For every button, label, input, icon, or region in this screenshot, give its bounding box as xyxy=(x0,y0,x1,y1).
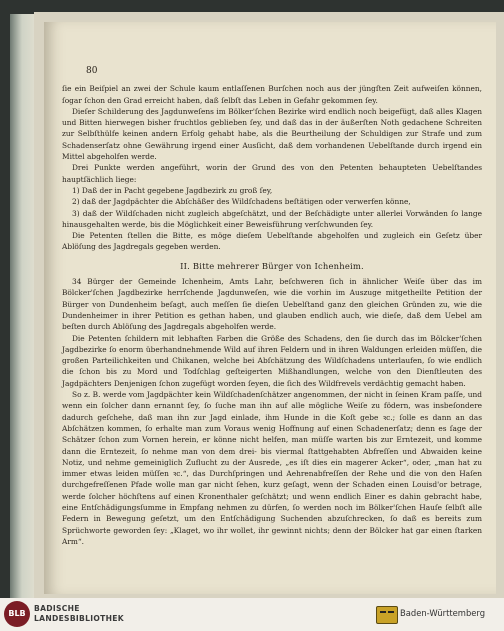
paragraph: ſie ein Beiſpiel an zwei der Schule kaum entlaſſenen Burſchen noch aus der jüngſten Zeit aufweiſen können, ſogar ſchon den Grad erreicht haben, daß ſelbſt das Leben in Gefahr gekommen ſey. xyxy=(62,84,482,105)
paragraph: Drei Punkte werden angeführt, worin der Grund des von den Petenten behaupteten Uebelſtandes hauptſächlich liege: xyxy=(62,163,482,184)
paragraph: Dieſer Schilderung des Jagdunweſens im Bölker'ſchen Bezirke wird endlich noch beigefügt, daß alles Klagen und Bitten hierwegen bisher fruchtlos geblieben ſey, und daß das in der äußerſten Noth gedachene Schreiten zur Selbſthülfe keinen andern Erfolg gehabt habe, als die Beurtheilung der Schuldigen zur Strafe und zum Schadenserſatz ohne Gewährung irgend einer Ausſicht, daß dem vorhandenen Uebelſtande durch irgend ein Mittel abgeholfen werde. xyxy=(62,106,482,162)
blb-logo[interactable]: BLB xyxy=(4,601,30,627)
coat-of-arms-icon xyxy=(376,606,398,624)
paragraph: 34 Bürger der Gemeinde Ichenheim, Amts Lahr, beſchweren ſich in ähnlicher Weiſe über das im Bölcker'ſchen Jagdbezirke herrſchende Jagdunweſen, wie die vorhin im Auszuge mitgetheilte Petition der Bürger von Dundenheim beſagt, auch meſſen ſie dieſen Uebelſtand ganz den gleichen Gründen zu, wie die Dundenheimer in ihrer Petition es gethan haben, und glauben endlich auch, wie dieſe, daß dem Uebel am beſten durch Ablöſung des Jagdregals abgeholfen werde. xyxy=(62,277,482,332)
paragraph: So z. B. werde vom Jagdpächter kein Wildſchadenſchätzer angenommen, der nicht in ſeinen Kram paſſe, und wenn ein ſolcher dann ernannt ſey, ſo ſuche man ihn auf alle mögliche Weiſe zu födern, was insbeſondere dadurch geſchehe, daß man ihn zur Jagd einlade, ihm Hunde in die Koſt gebe ꝛc.; ſolle es dann an das Abſchätzen kommen, ſo erhalte man zum Voraus wenig Hoffnung auf einen Schadenerſatz; denn es ſage der Schätzer ſchon zum Vornen herein, er könne nicht helfen, man müſſe warten bis zur Erntezeit, und komme dann die Erntezeit, ſo nehme man von dem drei- bis viermal ſtattgehabten Abfreſſen und Abwaiden keine Notiz, und nehme gemeiniglich Zuflucht zu der Ausrede, „es iſt dies ein magerer Acker“, oder, „man hat zu immer etwas leiden müſſen ꝛc.“, das Durchſpringen und Aehrenabfreſſen der Rehe und die von den Haſen durchgefreſſenen Pfade wolle man gar nicht ſehen, kurz geſagt, wenn der Schaden einen Louisd'or betrage, werde ſolcher höchſtens auf einen Kronenthaler geſchätzt; und wenn endlich Einer es dahin gebracht habe, eine Entſchädigungsſumme in Empfang nehmen zu dürfen, ſo werden noch im Bölker'ſchen Hauſe ſelbſt alle Federn in Bewegung geſetzt, um den Entſchädigung Suchenden abzuſchrecken, ſo daß es bereits zum Sprüchworte geworden ſey: „Klaget, wo ihr wollet, ihr gewinnt nichts; denn der Bölcker hat gar einen ſtarken Arm“. xyxy=(62,390,482,546)
list-item: 3) daß der Wildſchaden nicht zugleich abgeſchätzt, und der Beſchädigte unter allerlei Vorwänden ſo lange hinausgehalten werde, bis die Möglichkeit einer Beweisführung verſchwunden ſey. xyxy=(62,208,482,229)
state-label[interactable]: Baden-Württemberg xyxy=(400,608,486,618)
list-item: 1) Daß der in Pacht gegebene Jagdbezirk zu groß ſey, xyxy=(72,185,273,195)
paragraph: Die Petenten ſchildern mit lebhaften Farben die Größe des Schadens, den ſie durch das im Bölcker'ſchen Jagdbezirke ſo enorm überhandnehmende Wild auf ihren Feldern und in ihren Waldungen erleiden müſſen, die großen Parteilichkeiten und Chikanen, welche bei Abſchätzung des Wildſchadens unterlaufen, ſo wie endlich die ſchon bis zu Mord und Todſchlag geſteigerten Mißhandlungen, welche von den Dienſtleuten des Jagdpächters Denjenigen ſchon zugefügt worden ſeyen, die ſich des Wildfrevels verdächtig gemacht haben. xyxy=(62,333,482,388)
library-name[interactable] xyxy=(34,604,124,624)
library-name-line2: LANDESBIBLIOTHEK xyxy=(34,614,124,623)
page-number: 80 xyxy=(86,66,98,76)
page-text xyxy=(62,66,482,547)
list-item: 2) daß der Jagdpächter die Abſchäßer des Wildſchadens beſtätigen oder verwerfen könne, xyxy=(72,197,411,207)
library-name-line1: BADISCHE xyxy=(34,604,80,613)
section-heading: II. Bitte mehrerer Bürger von Ichenheim. xyxy=(180,260,364,271)
paragraph: Die Petenten ſtellen die Bitte, es möge dieſem Uebelſtande abgeholfen und zugleich ein Geſetz über Ablöſung des Jagdregals gegeben werden. xyxy=(62,231,482,252)
footer-bar xyxy=(0,598,504,631)
